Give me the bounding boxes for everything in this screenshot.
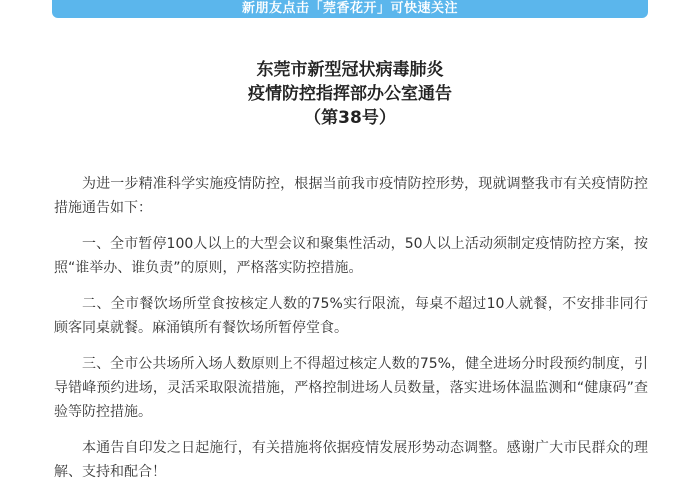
title-line-3: （第38号） [304,108,396,128]
paragraph-item-3: 三、全市公共场所入场人数原则上不得超过核定人数的75%，健全进场分时段预约制度，引导错峰预约进场，灵活采取限流措施，严格控制进场人员数量，落实进场体温监测和“健康码”查验等防控措施。 [54,356,648,420]
follow-banner-text: 新朋友点击「莞香花开」可快速关注 [241,0,458,16]
follow-banner[interactable] [52,0,648,18]
paragraph-intro: 为进一步精准科学实施疫情防控，根据当前我市疫情防控形势，现就调整我市有关疫情防控措施通告如下： [54,176,648,216]
paragraph-closing: 本通告自印发之日起施行，有关措施将依据疫情发展形势动态调整。感谢广大市民群众的理解、支持和配合！ [54,440,648,480]
notice-body [54,172,648,496]
title-line-1: 东莞市新型冠状病毒肺炎 [256,60,444,80]
paragraph-item-1: 一、全市暂停100人以上的大型会议和聚集性活动，50人以上活动须制定疫情防控方案，按照“谁举办、谁负责”的原则，严格落实防控措施。 [54,236,648,276]
notice-title [0,58,700,130]
paragraph-item-2: 二、全市餐饮场所堂食按核定人数的75%实行限流，每桌不超过10人就餐，不安排非同行顾客同桌就餐。麻涌镇所有餐饮场所暂停堂食。 [54,296,648,336]
title-line-2: 疫情防控指挥部办公室通告 [248,84,452,104]
